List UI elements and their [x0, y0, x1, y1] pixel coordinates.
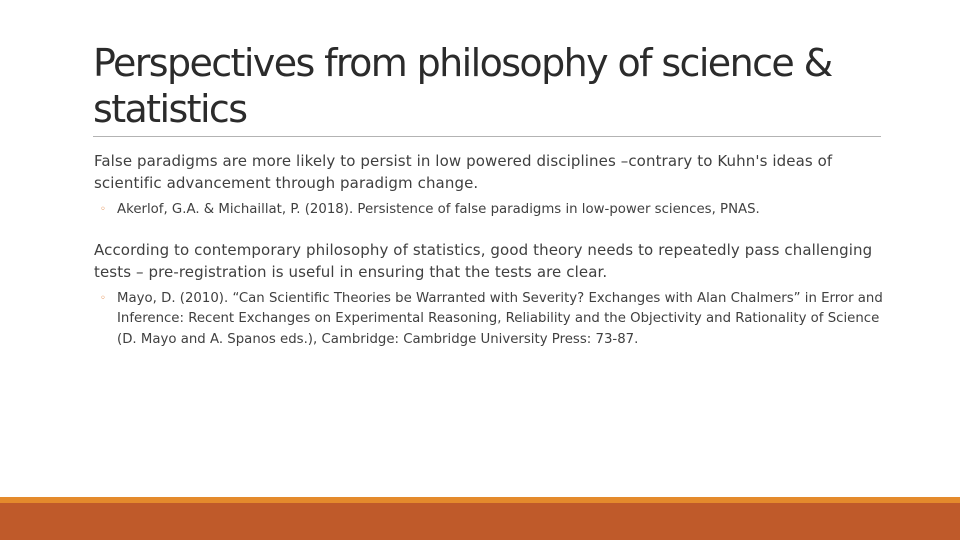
bullet-icon: ◦: [100, 292, 106, 304]
slide-title: Perspectives from philosophy of science & statistics: [93, 41, 832, 131]
reference-1-text: Akerlof, G.A. & Michaillat, P. (2018). Persistence of false paradigms in low-power sciences, PNAS.: [117, 202, 760, 217]
paragraph-2: According to contemporary philosophy of statistics, good theory needs to repeatedly pass challenging tests – pre-registration is useful in ensuring that the tests are clear.: [94, 240, 873, 281]
content-block-1: [94, 150, 894, 221]
paragraph-1: False paradigms are more likely to persist in low powered disciplines –contrary to Kuhn's ideas of scientific advancement through paradigm change.: [94, 152, 833, 192]
reference-1: [94, 200, 894, 221]
slide-body: [94, 150, 894, 350]
title-divider: [93, 136, 881, 137]
content-block-2: [94, 239, 894, 351]
reference-2: [94, 289, 894, 351]
bullet-icon: ◦: [100, 204, 106, 215]
footer-bar: [0, 503, 960, 540]
reference-2-text: Mayo, D. (2010). “Can Scientific Theories be Warranted with Severity? Exchanges with Alan Chalmers” in Error and Inference: Recent Exchanges on Experimental Reasoning, Reliability and the Objectivity and Rationality of Science (D. Mayo and A. Spanos eds.), Cambridge: Cambridge University Press: 73-87.: [117, 290, 883, 347]
